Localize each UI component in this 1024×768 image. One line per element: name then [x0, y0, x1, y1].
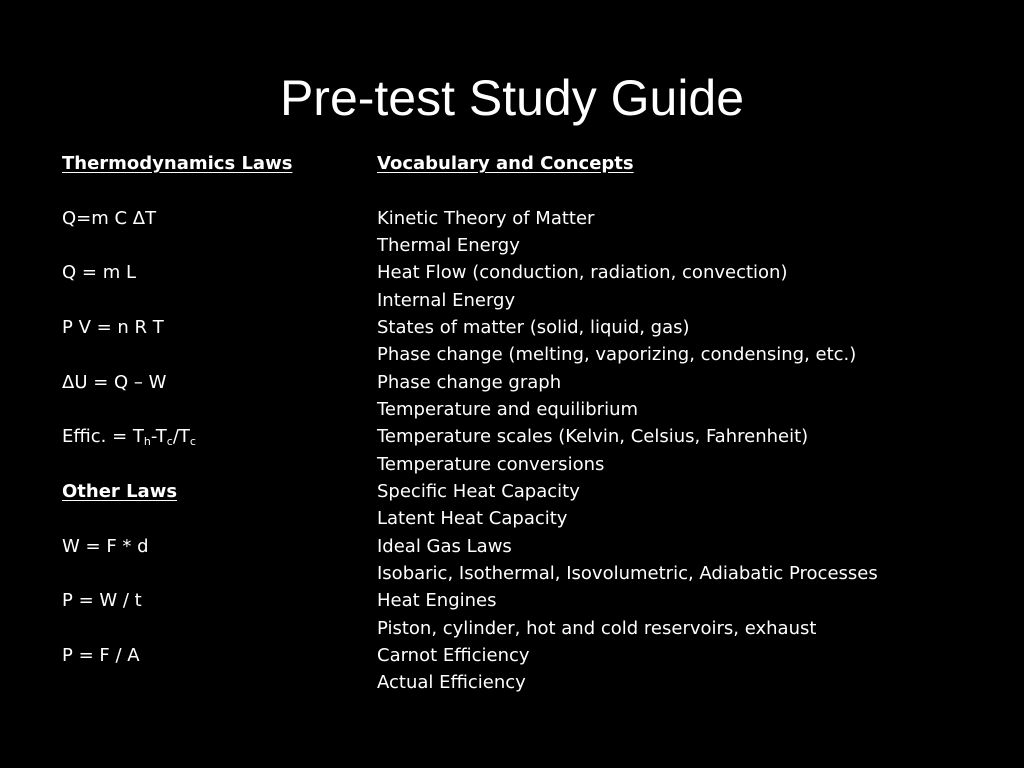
vocabulary-heading: Vocabulary and Concepts	[377, 153, 634, 174]
efficiency-prefix: Effic. = T	[62, 426, 144, 448]
efficiency-subscript-h: h	[143, 435, 151, 449]
blank-line	[377, 177, 997, 204]
equation-work: W = F * d	[62, 535, 149, 557]
vocab-item: Actual Efficiency	[377, 672, 526, 694]
equation-efficiency	[62, 423, 362, 450]
vocab-item: Ideal Gas Laws	[377, 535, 512, 557]
blank-line	[62, 341, 362, 368]
efficiency-slash: /T	[172, 426, 190, 448]
vocab-item: Temperature scales (Kelvin, Celsius, Fahrenheit)	[377, 426, 809, 448]
thermodynamics-laws-heading: Thermodynamics Laws	[62, 153, 293, 174]
vocab-item: Piston, cylinder, hot and cold reservoirs, exhaust	[377, 617, 817, 639]
blank-line	[62, 396, 362, 423]
efficiency-subscript-c: c	[166, 435, 173, 449]
vocab-item: Kinetic Theory of Matter	[377, 207, 595, 229]
blank-line	[62, 505, 362, 532]
vocab-item: Latent Heat Capacity	[377, 508, 568, 530]
vocab-item: Phase change graph	[377, 371, 562, 393]
blank-line	[62, 451, 362, 478]
vocabulary-column	[377, 150, 997, 697]
equation-heat: Q=m C ΔT	[62, 207, 157, 229]
efficiency-minus: -T	[150, 426, 167, 448]
vocab-item: Heat Flow (conduction, radiation, convection)	[377, 262, 788, 284]
efficiency-subscript-c-denominator: c	[189, 435, 196, 449]
equation-ideal-gas: P V = n R T	[62, 316, 164, 338]
vocab-item: Specific Heat Capacity	[377, 480, 580, 502]
equation-pressure: P = F / A	[62, 644, 140, 666]
equation-power: P = W / t	[62, 590, 142, 612]
vocab-item: Heat Engines	[377, 590, 497, 612]
vocab-item: Internal Energy	[377, 289, 516, 311]
vocab-item: Thermal Energy	[377, 234, 520, 256]
vocab-item: States of matter (solid, liquid, gas)	[377, 316, 690, 338]
equation-first-law: ΔU = Q – W	[62, 371, 167, 393]
blank-line	[62, 560, 362, 587]
equation-latent-heat: Q = m L	[62, 262, 136, 284]
vocab-item: Carnot Efficiency	[377, 644, 530, 666]
vocab-item: Phase change (melting, vaporizing, condensing, etc.)	[377, 344, 857, 366]
blank-line	[62, 287, 362, 314]
vocab-item: Temperature conversions	[377, 453, 605, 475]
thermodynamics-column	[62, 150, 362, 669]
blank-line	[62, 177, 362, 204]
slide-title: Pre-test Study Guide	[279, 70, 745, 126]
vocab-item: Temperature and equilibrium	[377, 398, 639, 420]
other-laws-heading: Other Laws	[62, 480, 178, 502]
blank-line	[62, 232, 362, 259]
blank-line	[62, 615, 362, 642]
vocab-item: Isobaric, Isothermal, Isovolumetric, Adiabatic Processes	[377, 562, 878, 584]
